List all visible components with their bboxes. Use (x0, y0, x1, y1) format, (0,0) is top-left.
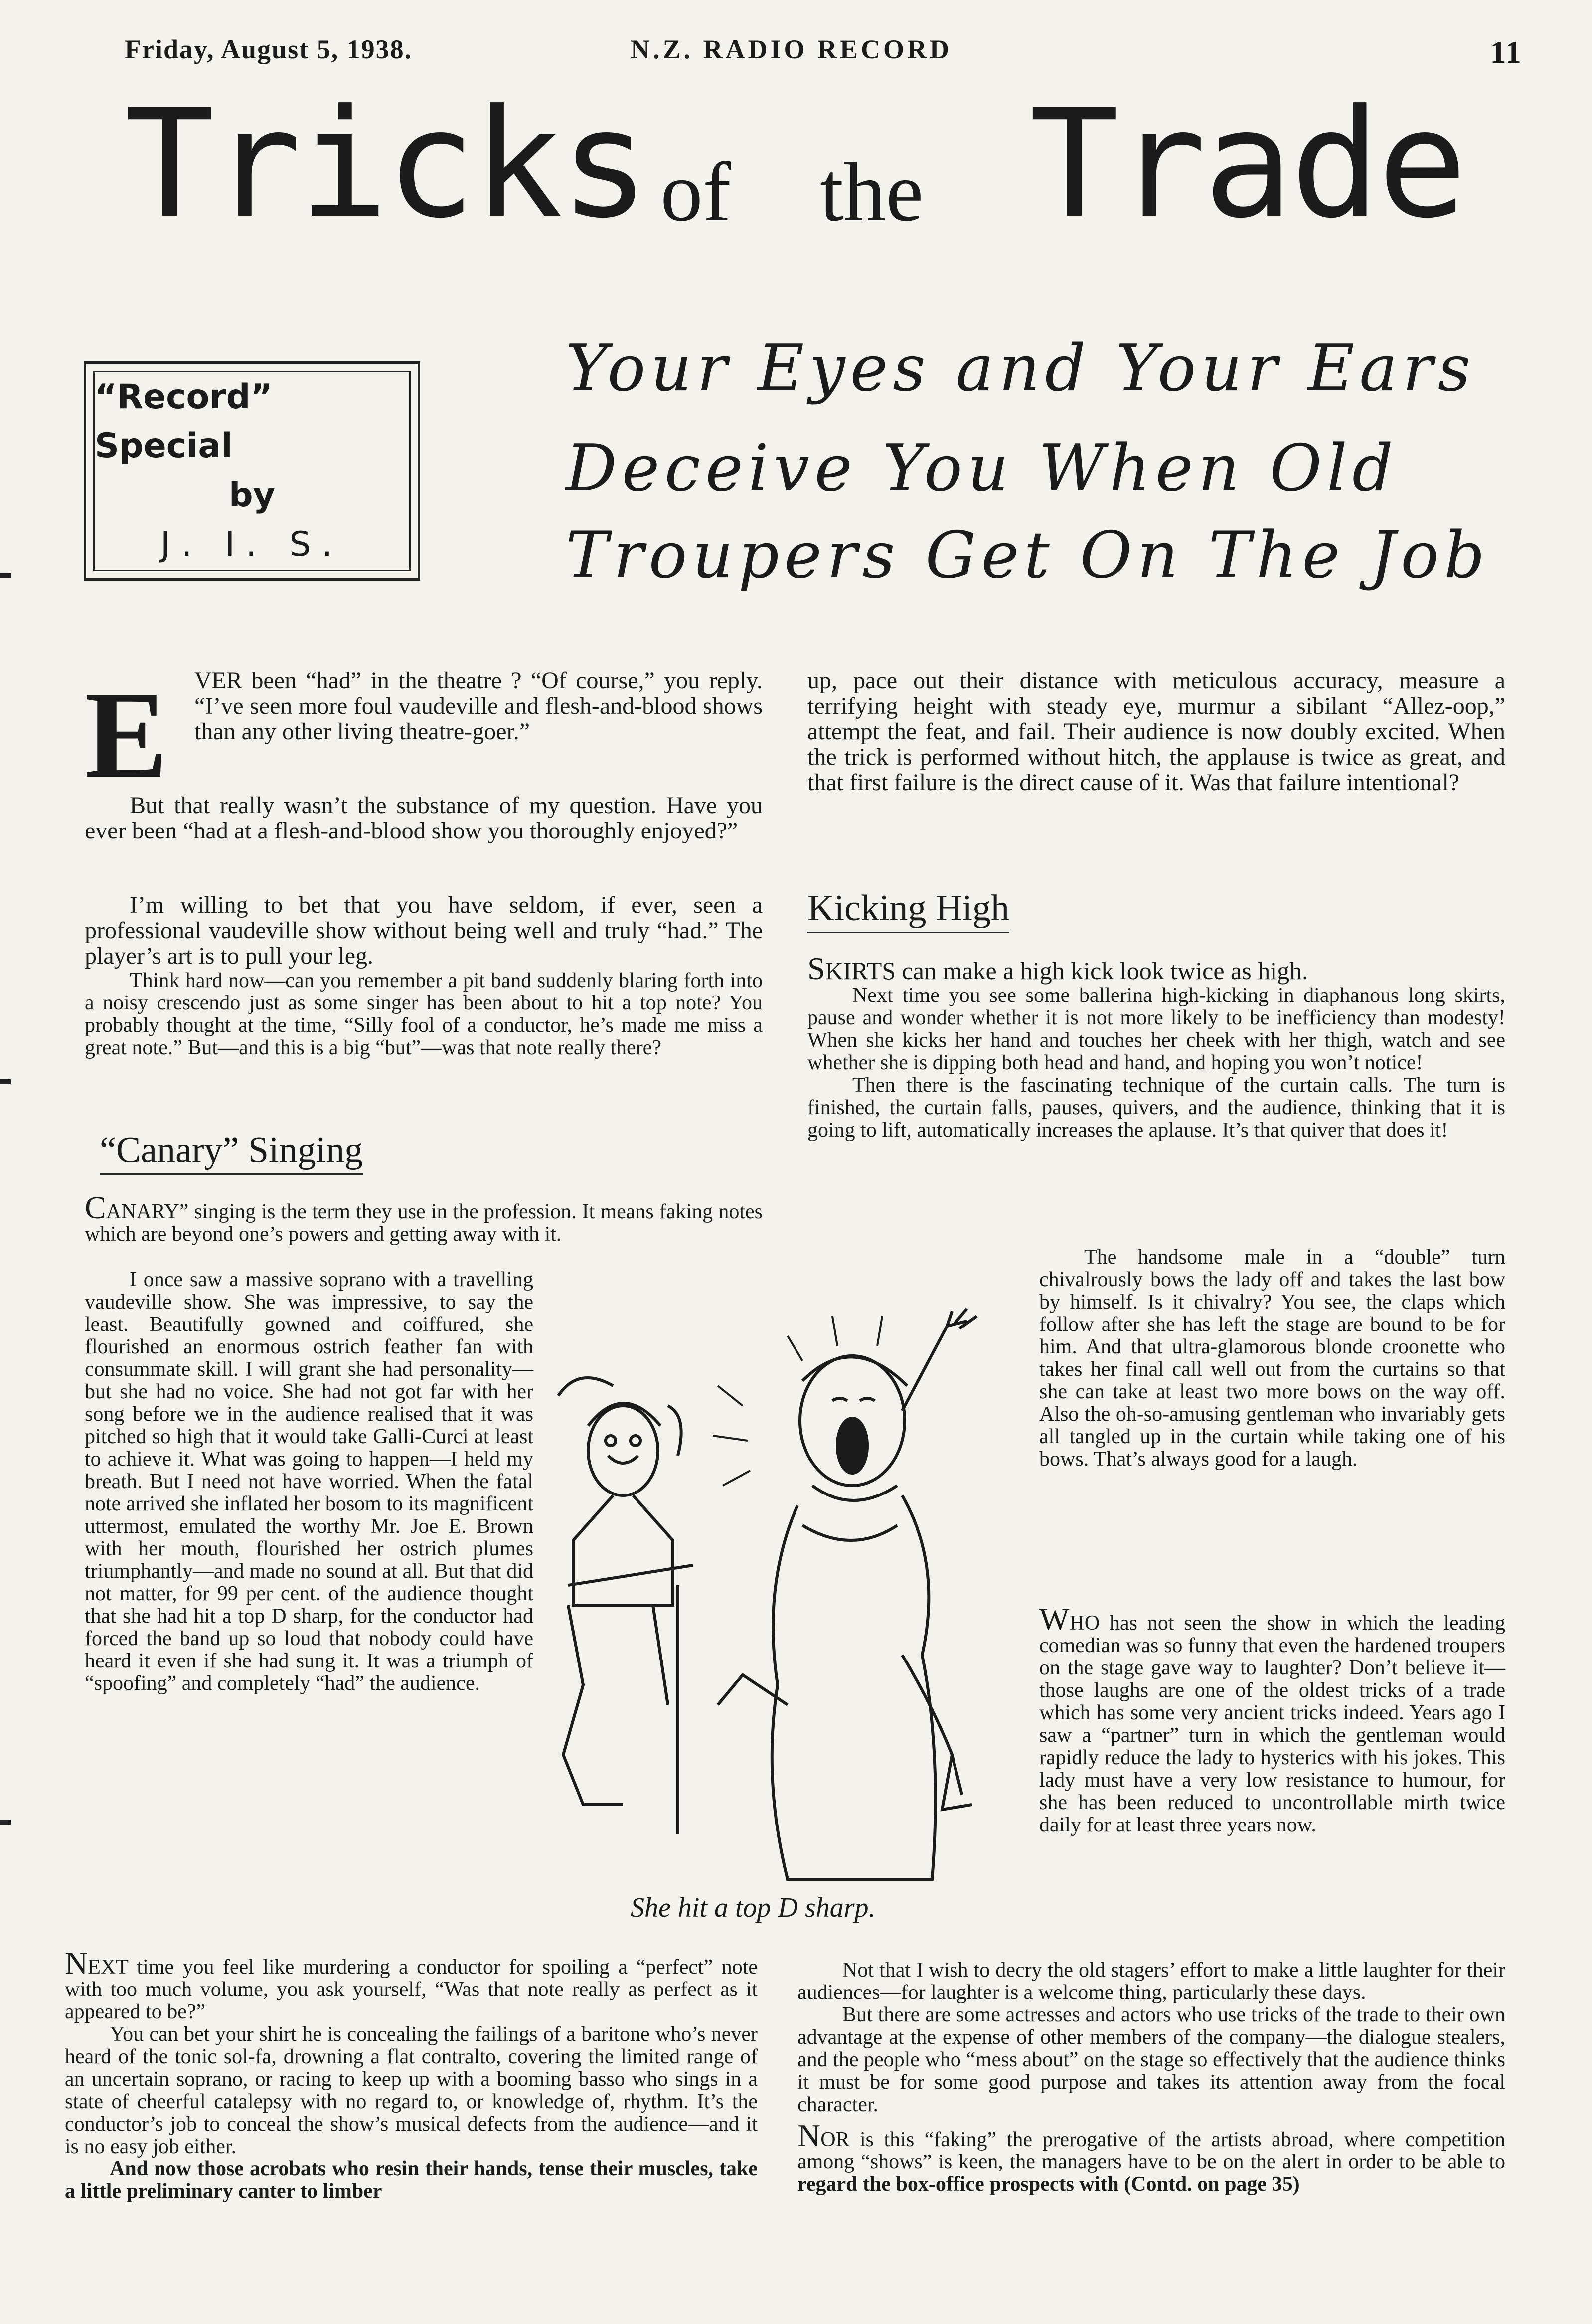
heading-canary-text: “Canary” Singing (100, 1130, 363, 1170)
next-text: EXT time you feel like murdering a conductor for spoiling a “perfect” note with too much volume, you ask yourself, “Was that note really as perfect as it appeared to be?” (65, 1956, 758, 2023)
conductor-figure (558, 1378, 693, 1834)
soprano-text: I once saw a massive soprano with a travelling vaudeville show. She was impressive, to say the least. Beautifully gowned and coiffured, she flourished an enormous ostrich feather fan with consummate skill. I will grant she had personality—but she had no voice. She had not got far with her song before we in the audience realised that it was pitched so high that it would take Galli-Curci at least to achieve it. What was going to happen—I held my breath. But I need not have worried. When the fatal note arrived she inflated her bosom to its magnificent uttermost, emulated the worthy Mr. Joe E. Brown with her mouth, flourished her ostrich plumes triumphantly—and made no sound at all. But that did not matter, for 99 per cent. of the audience thought that she had hit a top D sharp, for the conductor had forced the band up so loud that nobody could have heard it even if she had sung it. It was a triumph of “spoofing” and completely “had” the audience. (85, 1268, 533, 1695)
subtitle-line-3: Troupers Get On The Job (566, 518, 1490, 593)
header-page-number: 11 (1490, 34, 1522, 70)
actresses-text: But there are some actresses and actors who use tricks of the trade to their own advantage at the expense of other members of the company—the dialogue stealers, and the people who “mess about” on the stage so effectively that the audience thinks it must be for some good purpose and takes its attention away from the focal character. (797, 2003, 1505, 2116)
acrobats-text: And now those acrobats who resin their hands, tense their muscles, take a little preliminary canter to limber (65, 2158, 758, 2203)
title-word-tricks: Tricks (125, 77, 647, 251)
curtain-text: Then there is the fascinating technique of the curtain calls. The turn is finished, the curtain falls, pauses, quivers, and the audience, thinking that it is going to lift, automatically increases the aplause. It’s that quiver that does it! (807, 1074, 1505, 1142)
illustration-soprano-cartoon (553, 1306, 1027, 1899)
heading-underline (807, 932, 1009, 933)
title-word-of: of (660, 145, 731, 239)
intro-paragraph (194, 668, 763, 744)
acrobats-continued-text: up, pace out their distance with meticulous accuracy, measure a terrifying height with steady eye, murmur a sibilant “Allez-oop,” attempt the feat, and fail. Their audience is now doubly excited. When the trick is performed without hitch, the applause is twice as great, and that first failure is the direct cause of it. Was that failure intentional? (807, 667, 1505, 796)
illustration-caption: She hit a top D sharp. (631, 1892, 876, 1923)
continued-note: regard the box-office prospects with (Contd. on page 35) (797, 2173, 1300, 2196)
bet-text: I’m willing to bet that you have seldom, if ever, seen a professional vaudeville show without being well and truly “had.” The player’s art is to pull your leg. (85, 892, 763, 969)
margin-mark (0, 573, 11, 578)
paragraph-bows (1039, 1246, 1505, 1471)
paragraph-comedian (1039, 1601, 1505, 1836)
drop-cap: E (85, 666, 168, 804)
title-word-the: the (820, 145, 924, 239)
skirts-text: KIRTS can make a high kick look twice as high. (825, 957, 1308, 985)
byline-inner-frame (93, 371, 411, 571)
paragraph-soprano (85, 1269, 533, 1695)
heading-kicking-high (807, 887, 1009, 933)
byline-by: by (228, 476, 275, 515)
handsome-text: The handsome male in a “double” turn chivalrously bows the lady off and takes the last bow by himself. Is it chivalry? You see, the claps which follow after she has left the stage are bound to be for him. And that ultra-glamorous blonde croonette who takes her final call well out from the curtains so that she can take at least two more bows on the way off. Also the oh-so-amusing gentleman who invariably gets all tangled up in the curtain while taking one of his bows. That’s always good for a laugh. (1039, 1246, 1505, 1471)
paragraph-pit-band (85, 970, 763, 1059)
ballerina-text: Next time you see some ballerina high-kicking in diaphanous long skirts, pause and wonder whether it is not more likely to be inefficiency than modesty! When she kicks her hand and touches her cheek with her thigh, watch and see whether she is dipping both head and hand, and hoping you won’t notice! (807, 984, 1505, 1074)
paragraph-canary (85, 1190, 763, 1246)
initial-letter: W (1039, 1601, 1070, 1637)
kicking-section (807, 951, 1505, 1142)
initial-letter: S (807, 951, 825, 986)
nor-text: OR is this “faking” the prerogative of the artists abroad, where competition among “shows” is keen, the managers have to be on the alert in order to be able to (797, 2128, 1505, 2173)
initial-letter: N (65, 1945, 88, 1981)
byline-special: “Record” Special (95, 377, 273, 466)
byline-box (84, 361, 420, 581)
lower-right-section (797, 1959, 1505, 2196)
paragraph-question (85, 793, 763, 843)
byline-author: J. I. S. (160, 524, 344, 564)
subtitle-line-2: Deceive You When Old (566, 431, 1398, 505)
heading-canary-singing (100, 1129, 363, 1175)
pit-band-text: Think hard now—can you remember a pit band suddenly blaring forth into a noisy crescendo just as some singer has been about to hit a top note? You probably thought at the time, “Silly fool of a conductor, he’s made me miss a great note.” But—and this is a big “but”—was that note really there? (85, 969, 763, 1059)
canary-text: ANARY” singing is the term they use in the profession. It means faking notes which are beyond one’s powers and getting away with it. (85, 1200, 763, 1246)
decry-text: Not that I wish to decry the old stagers’ effort to make a little laughter for their audiences—for laughter is a welcome thing, particularly these days. (797, 1959, 1505, 2004)
header-date: Friday, August 5, 1938. (125, 34, 413, 64)
intro-text: VER been “had” in the theatre ? “Of course,” you reply. “I’ve seen more foul vaudeville and flesh-and-blood shows than any other living theatre-goer.” (194, 667, 763, 745)
margin-mark (0, 1079, 11, 1084)
who-text: HO has not seen the show in which the leading comedian was so funny that even the hardened troupers on the stage gave way to laughter? Don’t believe it—those laughs are one of the oldest tricks of a trade which has some very ancient tricks indeed. Years ago I saw a “partner” turn in which the gentleman would rapidly reduce the lady to hysterics with his jokes. This lady must have a very low resistance to humour, for she has been reduced to uncontrollable mirth twice daily for at least three years now. (1039, 1612, 1505, 1836)
margin-mark (0, 1820, 11, 1825)
initial-letter: N (797, 2118, 821, 2153)
lower-left-section (65, 1945, 758, 2203)
paragraph-bet (85, 892, 763, 969)
subtitle-line-1: Your Eyes and Your Ears (566, 332, 1476, 406)
paragraph-acrobats-continued (807, 668, 1505, 795)
initial-letter: C (85, 1190, 106, 1225)
heading-underline (100, 1173, 363, 1175)
title-word-trade: Trade (1029, 77, 1465, 251)
header-publication: N.Z. RADIO RECORD (631, 34, 953, 64)
shirt-text: You can bet your shirt he is concealing the failings of a baritone who’s never heard of the tonic sol-fa, drowning a flat contralto, covering the limited range of an uncertain soprano, or racing to keep up with a booming basso who sings in a state of cheerful catalepsy with no regard to, or knowledge of, rhythm. It’s the conductor’s job to conceal the show’s musical defects from the audience—and it is no easy job either. (65, 2023, 758, 2158)
heading-kicking-text: Kicking High (807, 888, 1009, 929)
soprano-figure (718, 1309, 977, 1879)
question-text: But that really wasn’t the substance of my question. Have you ever been “had at a flesh-and-blood show you thoroughly enjoyed?” (85, 792, 763, 844)
